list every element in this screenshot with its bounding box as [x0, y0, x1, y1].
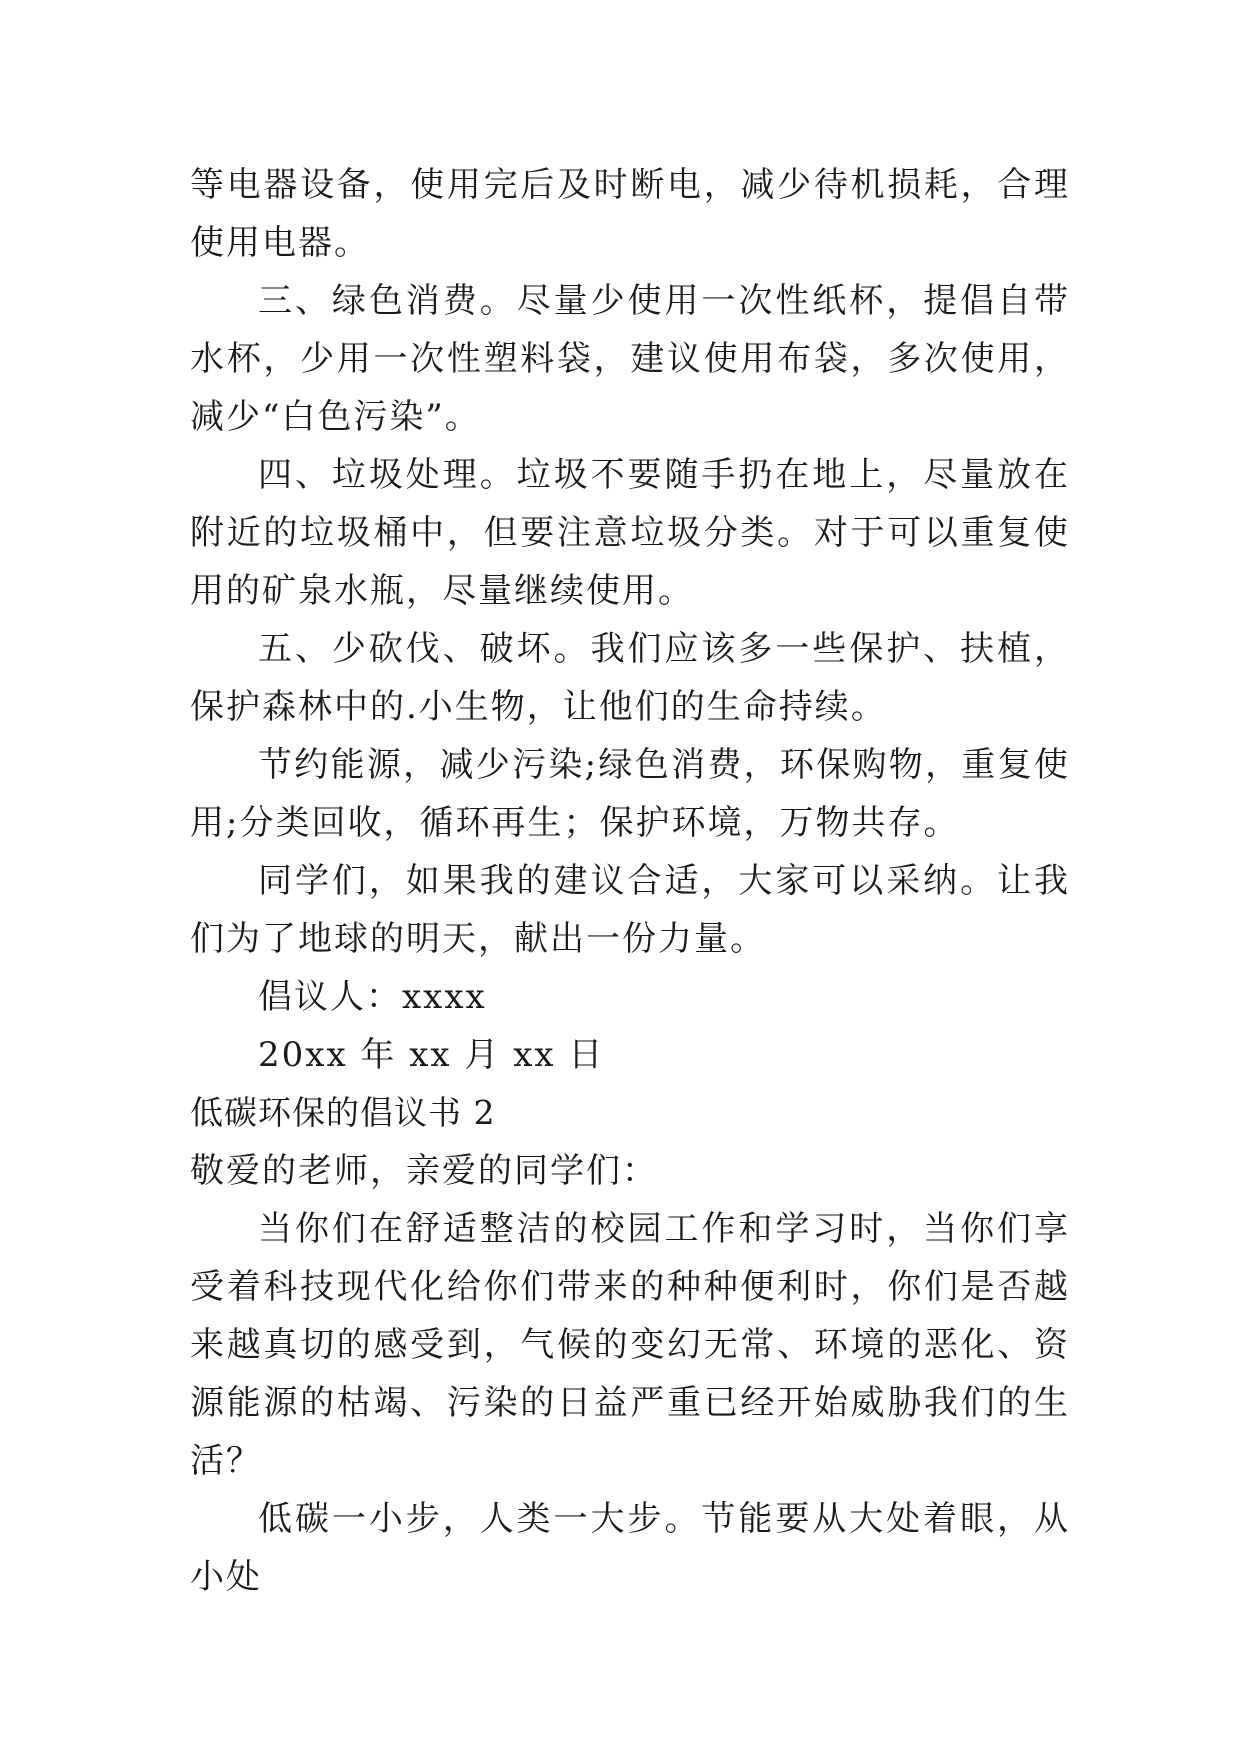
paragraph-low-carbon: 低碳一小步，人类一大步。节能要从大处着眼，从小处 — [190, 1499, 1070, 1597]
signature-line: 倡议人：xxxx — [258, 977, 487, 1017]
paragraph-intro: 当你们在舒适整洁的校园工作和学习时，当你们享受着科技现代化给你们带来的种种便利时，你们是否越来越真切的感受到，气候的变幻无常、环境的恶化、资源能源的枯竭、污染的日益严重已经开始威胁我们的生活？ — [190, 1209, 1070, 1481]
section-title: 低碳环保的倡议书 2 — [190, 1093, 496, 1132]
paragraph-slogan: 节约能源，减少污染;绿色消费，环保购物，重复使用;分类回收，循环再生；保护环境，万物共存。 — [190, 745, 1070, 843]
date-line: 20xx 年 xx 月 xx 日 — [258, 1035, 605, 1075]
paragraph-waste-handling: 四、垃圾处理。垃圾不要随手扔在地上，尽量放在附近的垃圾桶中，但要注意垃圾分类。对于可以重复使用的矿泉水瓶，尽量继续使用。 — [190, 455, 1070, 611]
paragraph-green-consumption: 三、绿色消费。尽量少使用一次性纸杯，提倡自带水杯，少用一次性塑料袋，建议使用布袋，多次使用，减少“白色污染”。 — [190, 281, 1070, 437]
paragraph-less-logging: 五、少砍伐、破坏。我们应该多一些保护、扶植，保护森林中的.小生物，让他们的生命持续。 — [190, 629, 1070, 727]
paragraph-closing: 同学们，如果我的建议合适，大家可以采纳。让我们为了地球的明天，献出一份力量。 — [190, 861, 1070, 959]
document-body — [190, 156, 1070, 1606]
paragraph-continuation: 等电器设备，使用完后及时断电，减少待机损耗，合理使用电器。 — [190, 165, 1070, 263]
salutation: 敬爱的老师，亲爱的同学们： — [190, 1151, 658, 1191]
